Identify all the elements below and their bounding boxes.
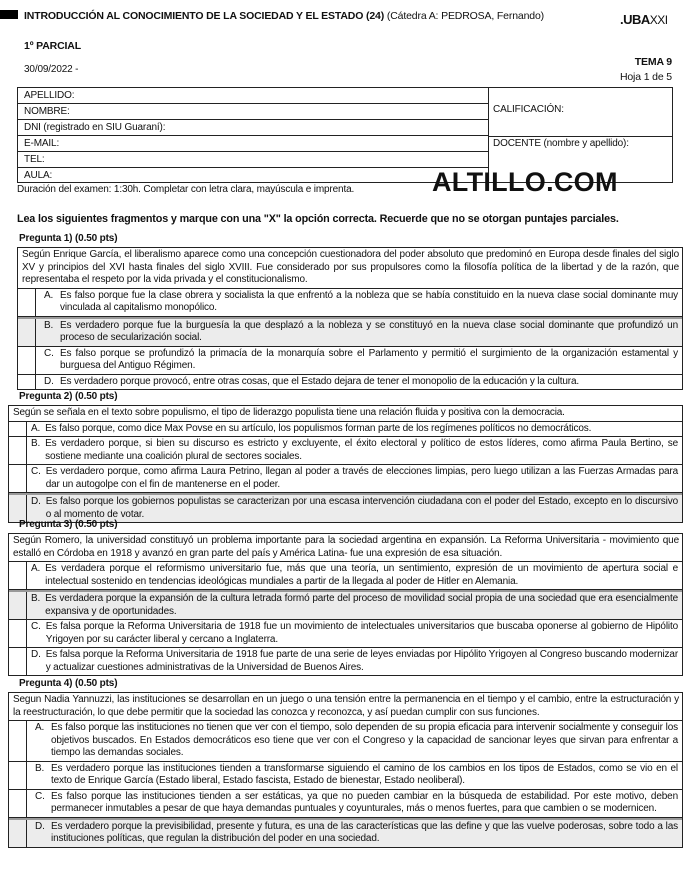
catedra: (Cátedra A: PEDROSA, Fernando) — [384, 10, 545, 22]
option-letter: D. — [31, 496, 41, 507]
answer-checkbox[interactable] — [18, 347, 36, 374]
answer-checkbox[interactable] — [9, 437, 27, 464]
answer-option — [9, 721, 682, 762]
answer-option — [18, 347, 682, 375]
duration-note: Duración del examen: 1:30h. Completar con letra clara, mayúscula e imprenta. — [17, 184, 355, 195]
answer-option — [9, 493, 682, 522]
option-text: Es falso porque las instituciones tienden a ser estáticas, ya que no pueden cambiar en la búsqueda de estabilidad. Por este motivo, deben permanecer inmutables a pesar de que haya demandas puntuales y coyunturales, más o menos fuertes, para que cambien o se modernicen. — [51, 790, 678, 814]
question-box — [8, 533, 683, 676]
nombre-field[interactable]: NOMBRE: — [18, 104, 488, 120]
watermark: ALTILLO.COM — [432, 167, 618, 197]
option-text: Es verdadero porque provocó, entre otras cosas, que el Estado dejara de tener el monopolio de la educación y la cultura. — [60, 375, 579, 387]
answer-checkbox[interactable] — [9, 465, 27, 492]
option-letter: B. — [31, 438, 41, 449]
question-box — [8, 405, 683, 523]
answer-checkbox[interactable] — [18, 319, 36, 346]
question-label: Pregunta 4) (0.50 pts) — [19, 678, 118, 689]
option-content — [27, 620, 682, 647]
option-text: Es verdadera porque el reformismo universitario fue, más que una teoría, un sentimiento, expresión de un movimiento de apertura social e intelectual sostenido en tendencias ideológicas mundiales a partir de la llegada al poder de Hitler en Alemania. — [45, 563, 678, 587]
option-letter: A. — [35, 722, 45, 733]
course-title — [24, 9, 544, 24]
exam-name: 1º PARCIAL — [24, 40, 81, 52]
answer-checkbox[interactable] — [9, 648, 27, 675]
option-content — [27, 422, 682, 437]
option-content — [36, 347, 682, 374]
logo-uba: .UBA — [620, 12, 650, 27]
option-text: Es falso porque los gobiernos populistas se caracterizan por una escasa intervención ciudadana con el poder del Estado, excepto en lo discursivo o al momento de votar. — [45, 496, 678, 520]
option-text: Es falso porque fue la clase obrera y socialista la que enfrentó a la nobleza que se había constituido en la nueva clase social dominante muy vinculada al capitalismo monopólico. — [60, 289, 678, 313]
option-content — [27, 790, 682, 817]
answer-checkbox[interactable] — [9, 495, 27, 522]
option-letter: D. — [31, 649, 41, 660]
tema: TEMA 9 — [634, 56, 672, 68]
option-text: Es falso porque las instituciones no tienen que ver con el tiempo, solo dependen de su propia eficacia para intervenir socialmente y conseguir los objetivos buscados. En Estados democráticos eso tiene que ver con el Congreso y la capacidad de sancionar leyes que sirvan para enfrentar a tiempo las demandas sociales. — [51, 722, 678, 758]
option-letter: A. — [31, 422, 41, 434]
option-text: Es falso porque se profundizó la primacía de la monarquía sobre el Parlamento y permitió el surgimiento de la organización estamental y burguesa del Antiguo Régimen. — [60, 347, 678, 371]
option-content — [27, 562, 682, 589]
question-box — [17, 247, 683, 390]
tel-field[interactable]: TEL: — [18, 152, 488, 168]
option-content — [27, 592, 682, 619]
answer-option — [9, 790, 682, 818]
answer-checkbox[interactable] — [9, 620, 27, 647]
answer-checkbox[interactable] — [9, 721, 27, 761]
dni-field[interactable]: DNI (registrado en SIU Guaraní): — [18, 120, 488, 136]
option-letter: B. — [31, 593, 41, 604]
instructions: Lea los siguientes fragmentos y marque con una "X" la opción correcta. Recuerde que no se otorgan puntajes parciales. — [17, 213, 619, 225]
option-letter: C. — [31, 466, 41, 477]
option-content — [27, 648, 682, 675]
course-name: INTRODUCCIÓN AL CONOCIMIENTO DE LA SOCIEDAD Y EL ESTADO (24) — [24, 10, 385, 22]
option-letter: D. — [44, 375, 54, 387]
option-content — [36, 319, 682, 346]
option-text: Es verdadero porque, como afirma Laura Petrino, llegan al poder a través de elecciones limpias, pero luego utilizan a las Fuerzas Armadas para dar un autogolpe con el fin de mantenerse en el poder. — [45, 466, 678, 490]
option-text: Es verdadero porque la previsibilidad, presente y futura, es una de las características que las define y que las vuelve poderosas, sobre todo a las instituciones políticas, que regulan la distribución del poder en una sociedad. — [51, 820, 678, 844]
answer-option — [18, 375, 682, 390]
corner-mark — [0, 10, 18, 19]
option-content — [36, 289, 682, 316]
aula-field[interactable]: AULA: — [24, 170, 53, 181]
docente-field[interactable]: DOCENTE (nombre y apellido): — [493, 138, 629, 149]
exam-date: 30/09/2022 - — [24, 64, 79, 75]
answer-option — [9, 620, 682, 648]
question-stem: Según se señala en el texto sobre populismo, el tipo de liderazgo populista tiene una relación fluida y positiva con la democracia. — [9, 406, 682, 422]
question-label: Pregunta 3) (0.50 pts) — [19, 519, 118, 530]
answer-checkbox[interactable] — [9, 762, 27, 789]
answer-option — [9, 590, 682, 620]
option-content — [27, 721, 682, 761]
apellido-field[interactable]: APELLIDO: — [18, 88, 488, 104]
option-text: Es verdadero porque, si bien su discurso es estricto y excluyente, el éxito electoral y político de estos líderes, como afirma Paula Bertino, se sostiene mediante una coalición plural de sectores sociales. — [45, 438, 678, 462]
option-content — [36, 375, 682, 390]
email-field[interactable]: E-MAIL: — [18, 136, 488, 152]
option-text: Es falso porque, como dice Max Povse en su artículo, los populismos forman parte de los regímenes políticos no democráticos. — [45, 422, 592, 434]
answer-checkbox[interactable] — [9, 422, 27, 437]
question-label: Pregunta 1) (0.50 pts) — [19, 233, 118, 244]
option-text: Es falsa porque la Reforma Universitaria de 1918 fue parte de una serie de leyes enviadas por Hipólito Yrigoyen al Congreso buscando modernizar y actualizar cuestiones administrativas de la Universidad de Buenos Aires. — [45, 649, 678, 673]
option-content — [27, 820, 682, 847]
answer-option — [9, 422, 682, 438]
answer-option — [9, 648, 682, 675]
option-letter: A. — [31, 563, 41, 574]
uba-xxi-logo — [620, 12, 668, 27]
divider — [489, 136, 672, 137]
answer-checkbox[interactable] — [18, 375, 36, 390]
answer-checkbox[interactable] — [9, 562, 27, 589]
answer-option — [9, 762, 682, 790]
question-stem: Según Enrique García, el liberalismo aparece como una concepción cuestionadora del poder absoluto que predominó en Europa desde finales del siglo XV y principios del XVI hasta finales del siglo XVIII. Fue considerado por sus propulsores como la filosofía política de la libertad y de la razón, que representaba el respeto por la vida privada y el constitucionalismo. — [18, 248, 682, 289]
answer-checkbox[interactable] — [9, 790, 27, 817]
option-letter: B. — [44, 319, 54, 331]
answer-checkbox[interactable] — [18, 289, 36, 316]
option-text: Es verdadera porque la expansión de la cultura letrada formó parte del proceso de movilidad social propia de una sociedad que era esencialmente expansiva y de oportunidades. — [45, 593, 678, 617]
question-stem: Segun Nadia Yannuzzi, las instituciones se desarrollan en un juego o una tensión entre la permanencia en el tiempo y el cambio, entre la estructuración y la reestructuración, lo que debe permitir que la sociedad las conozca y reconozca, y así puedan cumplir con sus funciones. — [9, 693, 682, 721]
question-box — [8, 692, 683, 848]
answer-checkbox[interactable] — [9, 820, 27, 847]
option-text: Es falsa porque la Reforma Universitaria de 1918 fue un movimiento de intelectuales universitarios que buscaba oponerse al gobierno de Hipólito Yrigoyen por su carácter liberal y cercano a Inglaterra. — [45, 621, 678, 645]
answer-option — [9, 437, 682, 465]
option-text: Es verdadero porque fue la burguesía la que desplazó a la nobleza y se constituyó en la nueva clase social dominante que profundizó un proceso de secularización social. — [60, 319, 678, 343]
option-letter: C. — [44, 347, 54, 359]
question-label: Pregunta 2) (0.50 pts) — [19, 391, 118, 402]
answer-option — [9, 562, 682, 590]
option-content — [27, 465, 682, 492]
option-letter: A. — [44, 289, 54, 301]
option-content — [27, 437, 682, 464]
option-letter: C. — [31, 621, 41, 632]
page-count: Hoja 1 de 5 — [619, 71, 672, 83]
answer-option — [9, 818, 682, 847]
answer-option — [18, 317, 682, 347]
calificacion-field[interactable]: CALIFICACIÓN: — [493, 104, 564, 115]
option-letter: C. — [35, 790, 45, 802]
option-letter: D. — [35, 820, 45, 832]
option-content — [27, 495, 682, 522]
answer-option — [9, 465, 682, 493]
answer-checkbox[interactable] — [9, 592, 27, 619]
option-letter: B. — [35, 762, 45, 774]
option-text: Es verdadero porque las instituciones tienden a transformarse siguiendo el camino de los cambios en los tipos de Estados, como se vio en el texto de Enrique García (Estado liberal, Estado fascista, Estado de bienestar, Estado neoliberal). — [51, 762, 678, 786]
logo-xxi: XXI — [649, 13, 668, 27]
option-content — [27, 762, 682, 789]
answer-option — [18, 289, 682, 317]
question-stem: Según Romero, la universidad constituyó un problema importante para la sociedad argentina en expansión. La Reforma Universitaria - movimiento que estalló en Córdoba en 1918 y avanzó en gran parte del país y América Latina- fue una expresión de esa situación. — [9, 534, 682, 562]
